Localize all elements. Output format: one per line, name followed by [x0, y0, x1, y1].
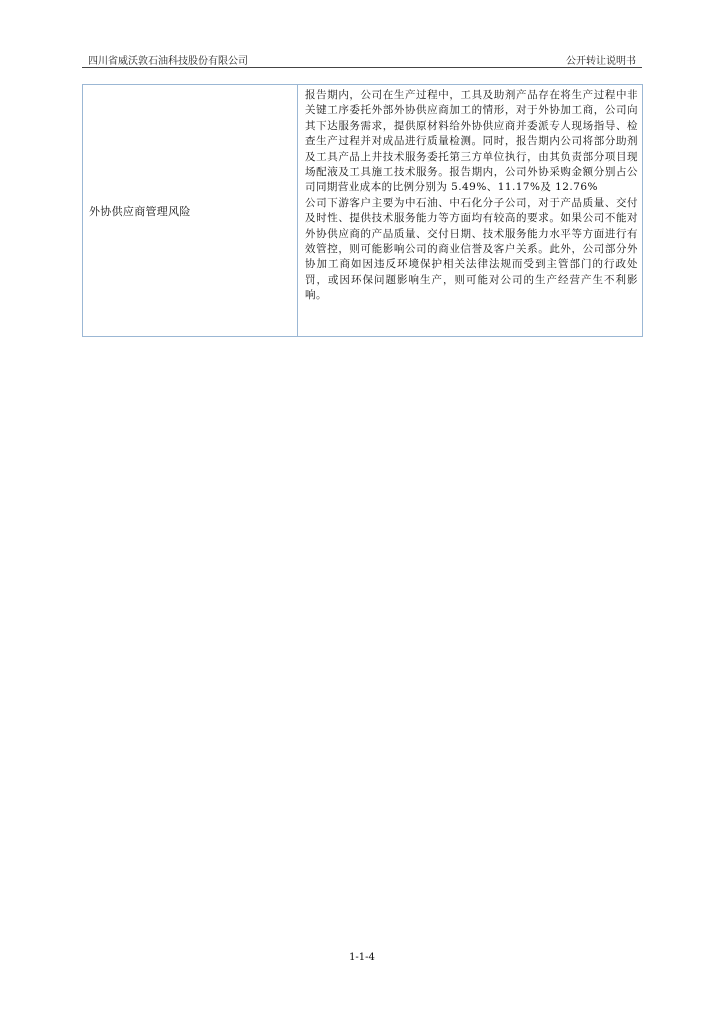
document-type: 公开转让说明书	[566, 56, 636, 67]
risk-description-cell	[298, 85, 642, 336]
page-header	[88, 52, 636, 66]
risk-description-paragraph-2: 公司下游客户主要为中石油、中石化分子公司，对于产品质量、交付及时性、提供技术服务能力等方面均有较高的要求。如果公司不能对外协供应商的产品质量、交付日期、技术服务能力水平等方面进行有效管控，则可能影响公司的商业信誉及客户关系。此外，公司部分外协加工商如因违反环境保护相关法律法规而受到主管部门的行政处罚，或因环保问题影响生产，则可能对公司的生产经营产生不利影响。	[305, 196, 638, 302]
company-name: 四川省威沃敦石油科技股份有限公司	[88, 56, 248, 67]
header-divider	[82, 67, 642, 68]
risk-name: 外协供应商管理风险	[89, 204, 191, 218]
risk-table	[82, 84, 643, 337]
page-number: 1-1-4	[349, 952, 375, 963]
risk-description-paragraph-1: 报告期内，公司在生产过程中，工具及助剂产品存在将生产过程中非关键工序委托外部外协供应商加工的情形，对于外协加工商，公司向其下达服务需求，提供原材料给外协供应商并委派专人现场指导、检查生产过程并对成品进行质量检测。同时，报告期内公司将部分助剂及工具产品上井技术服务委托第三方单位执行，由其负责部分项目现场配液及工具施工技术服务。报告期内，公司外协采购金额分别占公司同期营业成本的比例分别为 5.49%、11.17%及 12.76%	[305, 89, 638, 194]
risk-name-cell	[83, 85, 298, 336]
